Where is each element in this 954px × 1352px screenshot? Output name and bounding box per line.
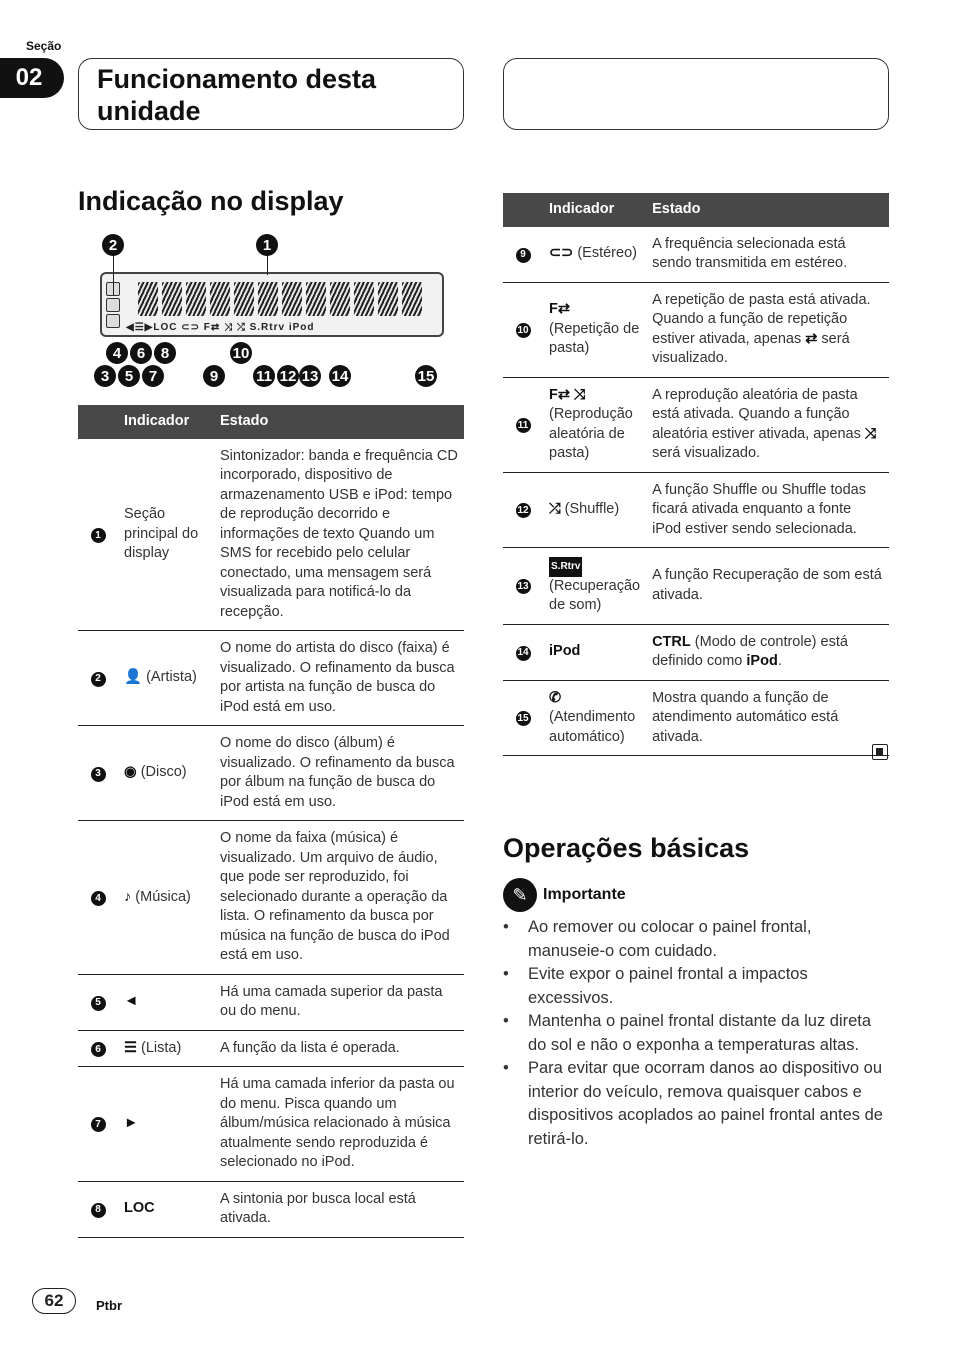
table-row: 9 ⊂⊃ (Estéreo) A frequência selecionada está sendo transmitida em estéreo. bbox=[503, 227, 889, 283]
indicator-table-left bbox=[78, 405, 464, 1238]
lcd-segment bbox=[186, 282, 206, 316]
state-cell: A função Recuperação de som está ativada. bbox=[646, 548, 889, 625]
operations-bullets bbox=[503, 916, 889, 1151]
table-row: 11 F⇄ ⤨ (Reprodução aleatória de pasta) A reprodução aleatória de pasta está ativada. Quando a função aleatória estiver ativada, apenas ⤨ será visualizado. bbox=[503, 377, 889, 472]
table-row: 5 ◄ Há uma camada superior da pasta ou do menu. bbox=[78, 974, 464, 1030]
lcd-segment bbox=[354, 282, 374, 316]
page-number: 62 bbox=[32, 1288, 76, 1314]
random-icon: ⤨ bbox=[864, 425, 877, 442]
important-note bbox=[503, 878, 626, 912]
state-cell: Sintonizador: banda e frequência CD incorporado, dispositivo de armazenamento USB e iPod: tempo de reprodução decorrido e informações de texto Quando um SMS for recebido pelo celular conectado, uma mensagem será visualizada para notificá-lo da recepção. bbox=[214, 439, 464, 631]
callout-11: 11 bbox=[253, 365, 275, 387]
state-cell: A repetição de pasta está ativada. Quando a função de repetição estiver ativada, apenas ⇄ será visualizado. bbox=[646, 282, 889, 377]
indicator-cell: F⇄ (Repetição de pasta) bbox=[543, 282, 646, 377]
indicator-table-right bbox=[503, 193, 889, 756]
indicator-cell: ⊂⊃ (Estéreo) bbox=[543, 227, 646, 283]
ipod-icon: iPod bbox=[549, 643, 581, 660]
indicator-cell: Seção principal do display bbox=[118, 439, 214, 631]
table-row: 4 ♪ (Música) O nome da faixa (música) é visualizado. Um arquivo de áudio, que pode ser reproduzido, foi selecionado durante a operação da lista. O refinamento da busca por música na função de busca do iPod está em uso. bbox=[78, 821, 464, 975]
display-diagram bbox=[92, 232, 452, 392]
col-indicator: Indicador bbox=[543, 193, 646, 227]
chapter-title: Funcionamento desta unidade bbox=[78, 58, 464, 130]
callout-10: 10 bbox=[230, 342, 252, 364]
state-cell: O nome do disco (álbum) é visualizado. O refinamento da busca por álbum na função de busca do iPod está em uso. bbox=[214, 726, 464, 821]
folder-repeat-icon: F⇄ bbox=[549, 301, 571, 318]
indicator-cell bbox=[543, 624, 646, 680]
indicator-cell: S.Rtrv (Recuperação de som) bbox=[543, 548, 646, 625]
indicator-cell: ☰ (Lista) bbox=[118, 1030, 214, 1067]
lcd-segment bbox=[162, 282, 182, 316]
disc-icon bbox=[106, 298, 120, 312]
lcd-segment bbox=[138, 282, 158, 316]
callout-3: 3 bbox=[94, 365, 116, 387]
shuffle-icon: ⤮ bbox=[549, 501, 561, 517]
list-item: • Mantenha o painel frontal distante da luz direta do sol e não o exponha a temperaturas altas. bbox=[503, 1010, 889, 1057]
list-item: • Ao remover ou colocar o painel frontal, manuseie-o com cuidado. bbox=[503, 916, 889, 963]
lcd-indicator-row: ◀☰▶LOC ⊂⊃ F⇄ ⤨ ⤮ S.Rtrv iPod bbox=[126, 322, 315, 333]
indicator-cell: ✆ (Atendimento automático) bbox=[543, 680, 646, 756]
important-icon: ✎ bbox=[503, 878, 537, 912]
callout-1: 1 bbox=[256, 234, 278, 256]
callout-2: 2 bbox=[102, 234, 124, 256]
callout-7: 7 bbox=[142, 365, 164, 387]
table-row: 15 ✆ (Atendimento automático) Mostra quando a função de atendimento automático está ativada. bbox=[503, 680, 889, 756]
callout-14: 14 bbox=[329, 365, 351, 387]
folder-random-icon: F⇄ ⤨ bbox=[549, 386, 586, 403]
table-row: 6 ☰ (Lista) A função da lista é operada. bbox=[78, 1030, 464, 1067]
lcd-segment bbox=[258, 282, 278, 316]
table-row: 1 Seção principal do display Sintonizador: banda e frequência CD incorporado, dispositivo de armazenamento USB e iPod: tempo de reprodução decorrido e informações de texto Quando um SMS for recebido pelo celular conectado, uma mensagem será visualizada para notificá-lo da recepção. bbox=[78, 439, 464, 631]
state-cell: Há uma camada inferior da pasta ou do menu. Pisca quando um álbum/música relacionado à música atualmente sendo reproduzida é selecionado no iPod. bbox=[214, 1067, 464, 1182]
list-icon: ☰ bbox=[124, 1039, 137, 1056]
music-icon bbox=[106, 314, 120, 328]
lcd-segment bbox=[234, 282, 254, 316]
callout-13: 13 bbox=[299, 365, 321, 387]
lcd-segment bbox=[378, 282, 398, 316]
state-cell: CTRL (Modo de controle) está definido como iPod. bbox=[646, 624, 889, 680]
indicator-cell: F⇄ ⤨ (Reprodução aleatória de pasta) bbox=[543, 377, 646, 472]
repeat-icon: ⇄ bbox=[805, 330, 818, 347]
table-row: 13 S.Rtrv (Recuperação de som) A função Recuperação de som está ativada. bbox=[503, 548, 889, 625]
state-cell: Mostra quando a função de atendimento automático está ativada. bbox=[646, 680, 889, 756]
section-label: Seção bbox=[26, 39, 62, 53]
list-item: • Evite expor o painel frontal a impactos excessivos. bbox=[503, 963, 889, 1010]
col-indicator: Indicador bbox=[118, 405, 214, 439]
right-arrow-icon: ► bbox=[124, 1115, 139, 1131]
callout-15: 15 bbox=[415, 365, 437, 387]
table-row: 2 👤 (Artista) O nome do artista do disco (faixa) é visualizado. O refinamento da busca por artista na função de busca do iPod está em uso. bbox=[78, 631, 464, 726]
state-cell: A função Shuffle ou Shuffle todas ficará ativada enquanto a fonte iPod estiver sendo selecionada. bbox=[646, 472, 889, 548]
table-row: 3 ◉ (Disco) O nome do disco (álbum) é visualizado. O refinamento da busca por álbum na função de busca do iPod está em uso. bbox=[78, 726, 464, 821]
state-cell: Há uma camada superior da pasta ou do menu. bbox=[214, 974, 464, 1030]
indicator-cell bbox=[118, 1181, 214, 1237]
disc-icon: ◉ bbox=[124, 764, 137, 781]
important-label: Importante bbox=[543, 886, 626, 903]
col-state: Estado bbox=[214, 405, 464, 439]
state-cell: A sintonia por busca local está ativada. bbox=[214, 1181, 464, 1237]
col-state: Estado bbox=[646, 193, 889, 227]
music-icon: ♪ bbox=[124, 888, 132, 905]
loc-icon: LOC bbox=[124, 1200, 155, 1217]
lcd-segment bbox=[210, 282, 230, 316]
lcd-segment bbox=[402, 282, 422, 316]
state-cell: A reprodução aleatória de pasta está ativada. Quando a função aleatória estiver ativada, apenas ⤨ será visualizado. bbox=[646, 377, 889, 472]
state-cell: A função da lista é operada. bbox=[214, 1030, 464, 1067]
indicator-cell: ⤮ (Shuffle) bbox=[543, 472, 646, 548]
callout-4: 4 bbox=[106, 342, 128, 364]
state-cell: O nome do artista do disco (faixa) é visualizado. O refinamento da busca por artista na função de busca do iPod está em uso. bbox=[214, 631, 464, 726]
indicator-cell bbox=[118, 974, 214, 1030]
indicator-cell: ♪ (Música) bbox=[118, 821, 214, 975]
chapter-title-empty-box bbox=[503, 58, 889, 130]
table-row: 8 LOC A sintonia por busca local está ativada. bbox=[78, 1181, 464, 1237]
lcd-segment bbox=[306, 282, 326, 316]
callout-6: 6 bbox=[130, 342, 152, 364]
stereo-icon: ⊂⊃ bbox=[549, 245, 574, 262]
indicator-cell bbox=[118, 1067, 214, 1182]
indicator-cell: ◉ (Disco) bbox=[118, 726, 214, 821]
left-arrow-icon: ◄ bbox=[124, 993, 139, 1010]
end-mark-icon bbox=[872, 744, 888, 760]
state-cell: O nome da faixa (música) é visualizado. Um arquivo de áudio, que pode ser reproduzido, foi selecionado durante a operação da lista. O refinamento da busca por música na função de busca do iPod está em uso. bbox=[214, 821, 464, 975]
indicator-cell: 👤 (Artista) bbox=[118, 631, 214, 726]
lcd-panel bbox=[100, 272, 444, 337]
table-row: 10 F⇄ (Repetição de pasta) A repetição de pasta está ativada. Quando a função de repetição estiver ativada, apenas ⇄ será visualizado. bbox=[503, 282, 889, 377]
lcd-segment bbox=[330, 282, 350, 316]
list-item: • Para evitar que ocorram danos ao dispositivo ou interior do veículo, remova quaisquer cabos e dispositivos acoplados ao painel frontal antes de retirá-lo. bbox=[503, 1057, 889, 1151]
artist-icon: 👤 bbox=[124, 669, 143, 686]
state-cell: A frequência selecionada está sendo transmitida em estéreo. bbox=[646, 227, 889, 283]
phone-icon: ✆ bbox=[549, 689, 562, 706]
callout-8: 8 bbox=[154, 342, 176, 364]
callout-12: 12 bbox=[277, 365, 299, 387]
section-number-badge: 02 bbox=[0, 58, 64, 98]
language-label: Ptbr bbox=[96, 1298, 122, 1313]
table-row: 14 iPod CTRL (Modo de controle) está definido como iPod. bbox=[503, 624, 889, 680]
operations-heading: Operações básicas bbox=[503, 833, 750, 863]
table-row: 7 ► Há uma camada inferior da pasta ou do menu. Pisca quando um álbum/música relacionado à música atualmente sendo reproduzida é selecionado no iPod. bbox=[78, 1067, 464, 1182]
table-row: 12 ⤮ (Shuffle) A função Shuffle ou Shuffle todas ficará ativada enquanto a fonte iPod estiver sendo selecionada. bbox=[503, 472, 889, 548]
callout-9: 9 bbox=[203, 365, 225, 387]
display-heading: Indicação no display bbox=[78, 186, 344, 216]
lcd-segment bbox=[282, 282, 302, 316]
sound-retriever-icon: S.Rtrv bbox=[549, 557, 582, 577]
callout-5: 5 bbox=[118, 365, 140, 387]
